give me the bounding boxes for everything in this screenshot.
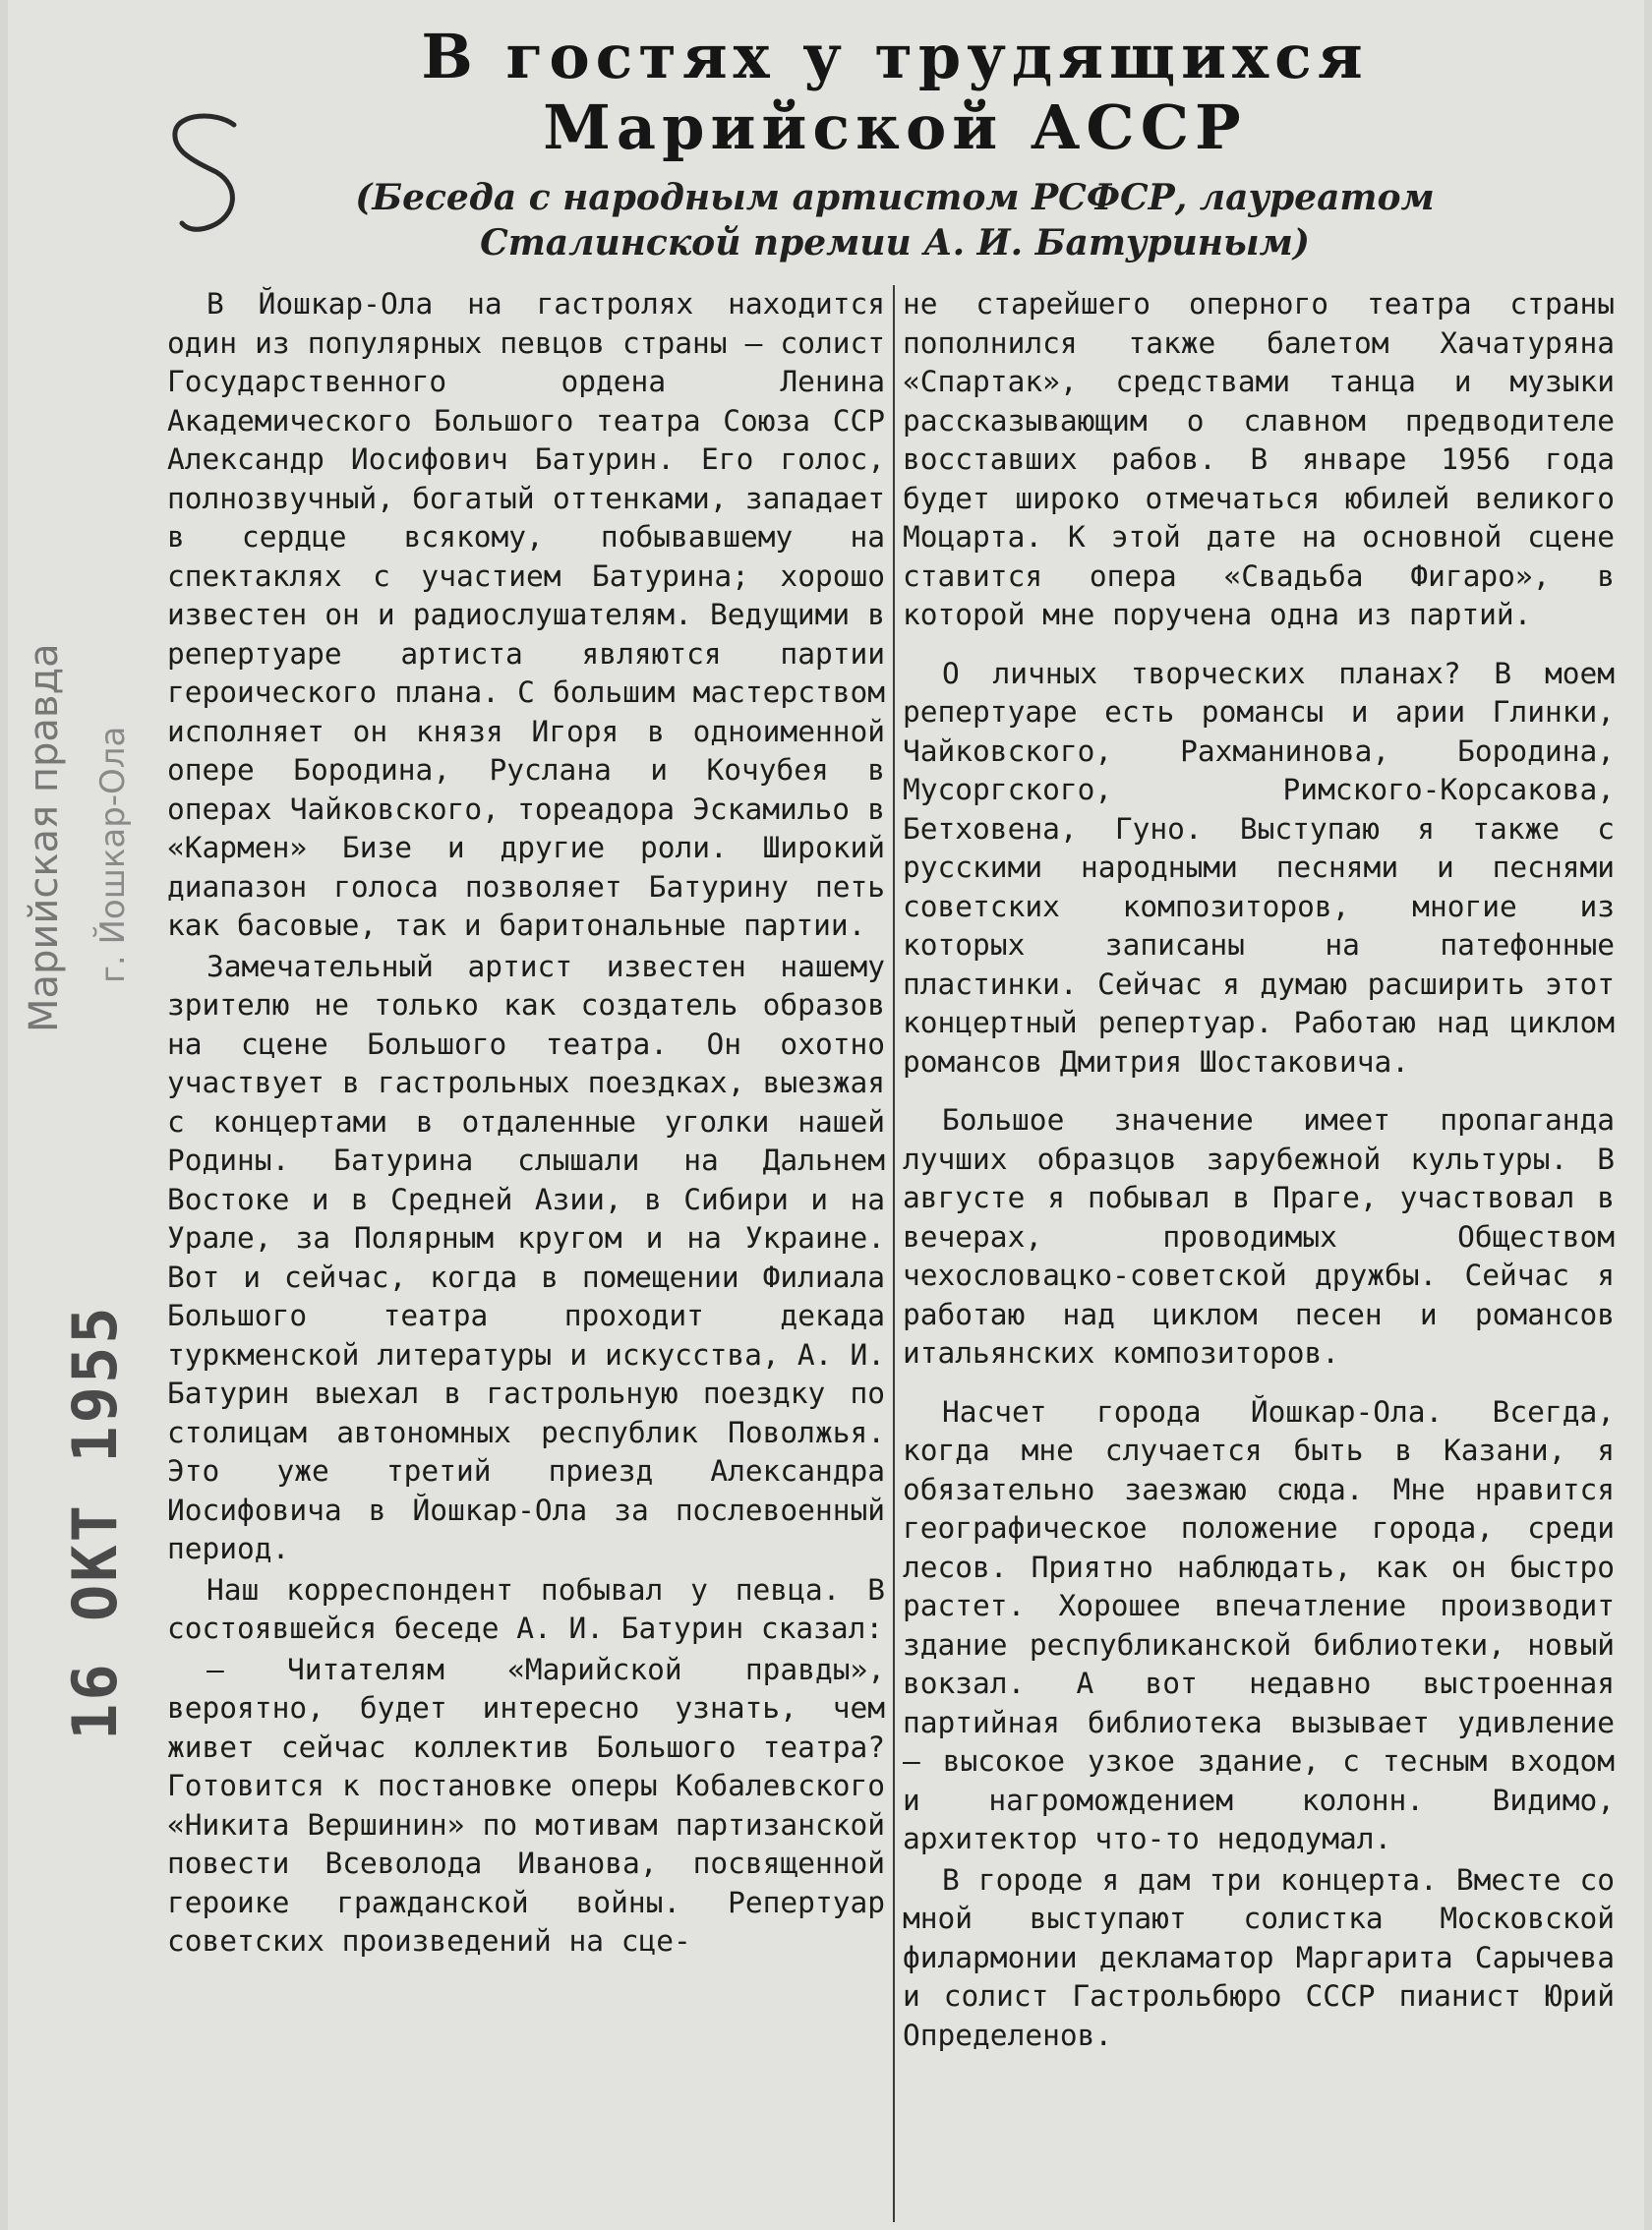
column-divider (893, 285, 895, 2222)
handwritten-number-mark (157, 103, 256, 241)
paragraph: Большое значение имеет пропаганда лучших образцов зарубежной культуры. В августе я побывал в Праге, участвовал в вечерах, проводимых Обществом чехословацко-советской дружбы. Сейчас я работаю над циклом песен и романсов итальянских композиторов. (903, 1103, 1615, 1370)
headline-line-1: В гостях у трудящихся (421, 21, 1369, 92)
article-column-left (167, 285, 885, 1962)
paragraph: В Йошкар-Ола на гастролях находится один из популярных певцов страны — солист Государственного ордена Ленина Академического Большого театра Союза ССР Александр Иосифович Батурин. Его голос, полнозвучный, богатый оттенками, западает в сердце всякому, побывавшему на спектаклях с участием Батурина; хорошо известен он и радиослушателям. Ведущими в репертуаре артиста являются партии героического плана. С большим мастерством исполняет он князя Игоря в одноименной опере Бородина, Руслана и Кочубея в операх Чайковского, тореадора Эскамильо в «Кармен» Бизе и другие роли. Широкий диапазон голоса позволяет Батурину петь как басовые, так и баритональные партии. (167, 287, 885, 942)
article-column-right (903, 285, 1615, 2055)
subheadline (256, 175, 1534, 265)
subheadline-line-2: Сталинской премии А. И. Батуриным) (480, 222, 1310, 264)
source-paper-name: Марийская правда (22, 643, 67, 1032)
paragraph: Насчет города Йошкар-Ола. Всегда, когда мне случается быть в Казани, я обязательно заезжаю сюда. Мне нравится географическое положение города, среди лесов. Приятно наблюдать, как он быстро растет. Хорошее впечатление производит здание республиканской библиотеки, новый вокзал. А вот недавно выстроенная партийная библиотека вызывает удивление — высокое узкое здание, с тесным входом и нагромождением колонн. Видимо, архитектор что-то недодумал. (903, 1394, 1615, 1855)
date-stamp: 16 ОКТ 1955 (59, 1304, 131, 1740)
headline (256, 22, 1534, 163)
paragraph: не старейшего оперного театра страны пополнился также балетом Хачатуряна «Спартак», средствами танца и музыки рассказывающим о славном предводителе восставших рабов. В январе 1956 года будет широко отмечаться юбилей великого Моцарта. К этой дате на основной сцене ставится опера «Свадьба Фигаро», в которой мне поручена одна из партий. (903, 287, 1615, 631)
subheadline-line-1: (Беседа с народным артистом РСФСР, лауреатом (355, 177, 1435, 218)
paragraph: Наш корреспондент побывал у певца. В состоявшейся беседе А. И. Батурин сказал: (167, 1572, 885, 1645)
paragraph: О личных творческих планах? В моем репертуаре есть романсы и арии Глинки, Чайковского, Рахманинова, Бородина, Мусоргского, Римского-Корсакова, Бетховена, Гуно. Выступаю я также с русскими народными песнями и песнями советских композиторов, многие из которых записаны на патефонные пластинки. Сейчас я думаю расширить этот концертный репертуар. Работаю над циклом романсов Дмитрия Шостаковича. (903, 656, 1615, 1079)
paragraph: В городе я дам три концерта. Вместе со мной выступают солистка Московской филармонии декламатор Маргарита Сарычева и солист Гастрольбюро СССР пианист Юрий Определенов. (903, 1862, 1615, 2052)
paragraph: — Читателям «Марийской правды», вероятно, будет интересно узнать, чем живет сейчас коллектив Большого театра? Готовится к постановке оперы Кобалевского «Никита Вершинин» по мотивам партизанской повести Всеволода Иванова, посвященной героике гражданской войны. Репертуар советских произведений на сце- (167, 1652, 885, 1958)
source-city: г. Йошкар-Ола (93, 726, 133, 983)
headline-line-2: Марийской АССР (543, 91, 1247, 163)
paragraph: Замечательный артист известен нашему зрителю не только как создатель образов на сцене Большого театра. Он охотно участвует в гастрольных поездках, выезжая с концертами в отдаленные уголки нашей Родины. Батурина слышали на Дальнем Востоке и в Средней Азии, в Сибири и на Урале, за Полярным кругом и на Украине. Вот и сейчас, когда в помещении Филиала Большого театра проходит декада туркменской литературы и искусства, А. И. Батурин выехал в гастрольную поездку по столицам автономных республик Поволжья. Это уже третий приезд Александра Иосифовича в Йошкар-Ола за послевоенный период. (167, 949, 885, 1565)
